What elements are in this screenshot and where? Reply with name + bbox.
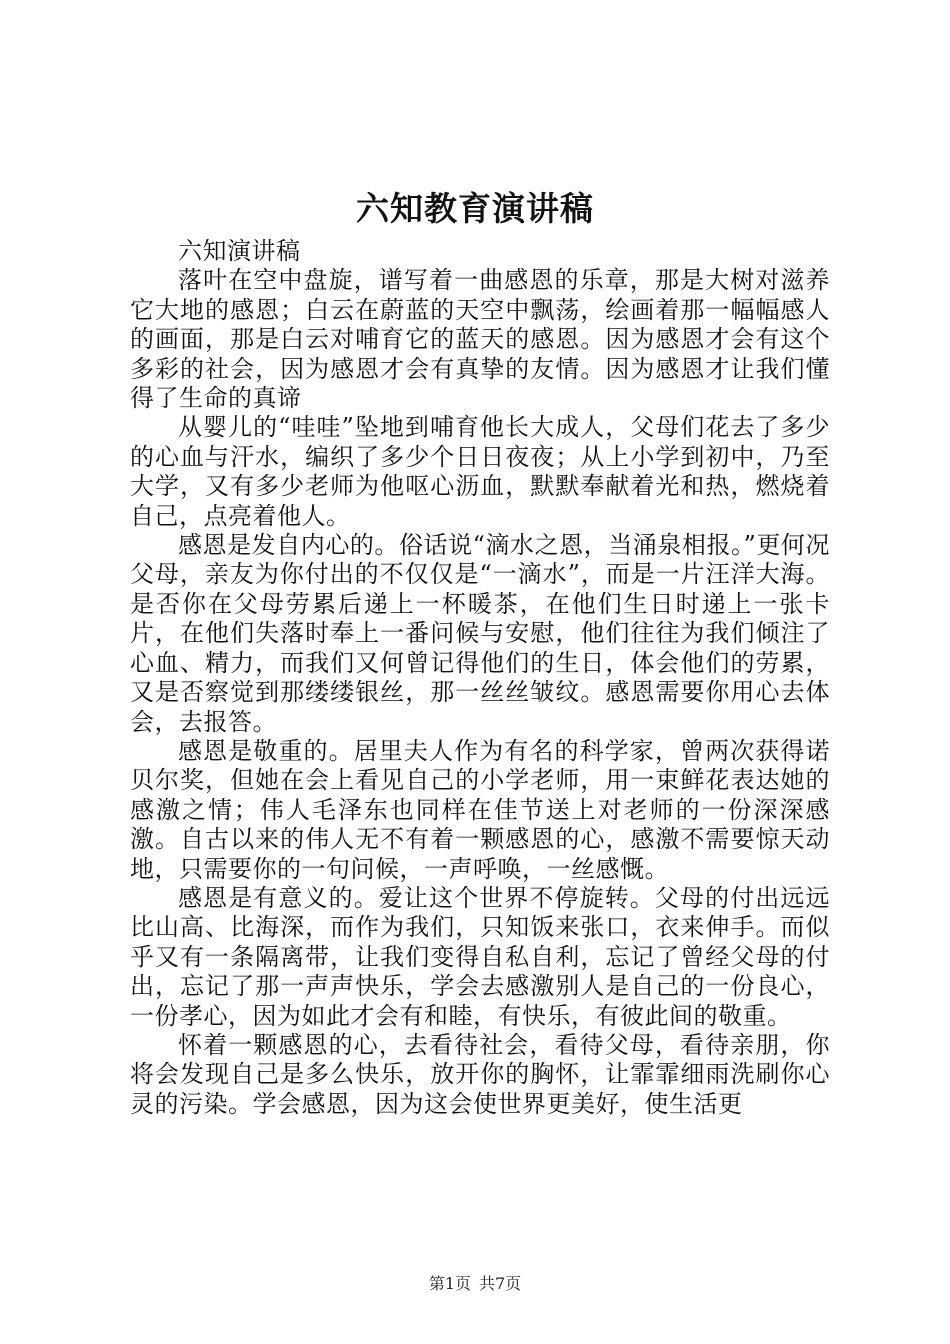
page-footer <box>0 1274 950 1294</box>
page-number: 第1页 <box>428 1274 471 1293</box>
document-subtitle: 六知演讲稿 <box>178 237 301 265</box>
page-total: 共7页 <box>479 1274 522 1293</box>
paragraph-5: 感恩是有意义的。爱让这个世界不停旋转。父母的付出远远比山高、比海深，而作为我们，只知饭来张口，衣来伸手。而似乎又有一条隔离带，让我们变得自私自利，忘记了曾经父母的付出，忘记了那一声声快乐，学会去感激别人是自己的一份良心，一份孝心，因为如此才会有和睦，有快乐，有彼此间的敬重。 <box>130 883 830 1030</box>
page-title: 六知教育演讲稿 <box>356 189 594 228</box>
paragraph-1: 落叶在空中盘旋，谱写着一曲感恩的乐章，那是大树对滋养它大地的感恩；白云在蔚蓝的天空中飘荡，绘画着那一幅幅感人的画面，那是白云对哺育它的蓝天的感恩。因为感恩才会有这个多彩的社会，因为感恩才会有真挚的友情。因为感恩才让我们懂得了生命的真谛 <box>130 266 830 413</box>
document-body <box>130 237 830 1119</box>
paragraph-3: 感恩是发自内心的。俗话说“滴水之恩，当涌泉相报。”更何况父母，亲友为你付出的不仅仅是“一滴水”，而是一片汪洋大海。是否你在父母劳累后递上一杯暖茶，在他们生日时递上一张卡片，在他们失落时奉上一番问候与安慰，他们往往为我们倾注了心血、精力，而我们又何曾记得他们的生日，体会他们的劳累，又是否察觉到那缕缕银丝，那一丝丝皱纹。感恩需要你用心去体会，去报答。 <box>130 531 830 736</box>
paragraph-4: 感恩是敬重的。居里夫人作为有名的科学家，曾两次获得诺贝尔奖，但她在会上看见自己的小学老师，用一束鲜花表达她的感激之情；伟人毛泽东也同样在佳节送上对老师的一份深深感激。自古以来的伟人无不有着一颗感恩的心，感激不需要惊天动地，只需要你的一句问候，一声呼唤，一丝感慨。 <box>130 736 830 883</box>
paragraph-6: 怀着一颗感恩的心，去看待社会，看待父母，看待亲朋，你将会发现自己是多么快乐，放开你的胸怀，让霏霏细雨洗刷你心灵的污染。学会感恩，因为这会使世界更美好，使生活更 <box>130 1030 830 1118</box>
paragraph-2: 从婴儿的“哇哇”坠地到哺育他长大成人，父母们花去了多少的心血与汗水，编织了多少个日日夜夜；从上小学到初中，乃至大学，又有多少老师为他呕心沥血，默默奉献着光和热，燃烧着自己，点亮着他人。 <box>130 413 830 530</box>
